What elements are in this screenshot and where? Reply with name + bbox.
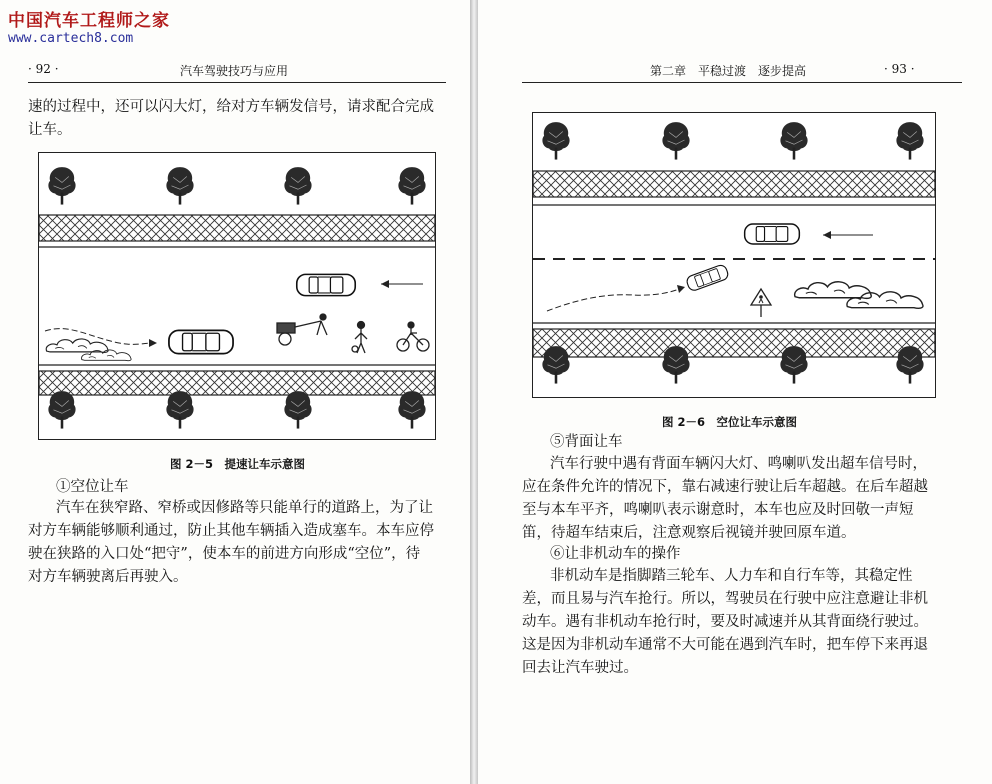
tree-icon bbox=[398, 167, 425, 204]
tree-icon bbox=[284, 391, 311, 428]
curved-path-arrow-icon bbox=[547, 285, 685, 311]
arrow-left-icon bbox=[823, 231, 873, 239]
text-line: 让车。 bbox=[28, 122, 72, 138]
hatched-median bbox=[533, 171, 935, 197]
car-icon bbox=[297, 274, 355, 295]
chapter-title: 第二章 平稳过渡 逐步提高 bbox=[650, 64, 807, 78]
bicycle-icon bbox=[397, 322, 429, 351]
arrow-left-icon bbox=[381, 280, 423, 288]
watermark-url[interactable]: www.cartech8.com bbox=[8, 31, 134, 46]
pedestrian-icon bbox=[352, 322, 367, 354]
hatched-median bbox=[533, 329, 935, 357]
page-number: · 93 · bbox=[884, 62, 915, 76]
text-line: 非机动车是指脚踏三轮车、人力车和自行车等，其稳定性 bbox=[550, 568, 913, 584]
header-rule bbox=[28, 82, 446, 83]
cloud-icon bbox=[847, 292, 923, 308]
body-paragraph bbox=[522, 565, 928, 680]
right-page bbox=[478, 0, 992, 784]
page-number: · 92 · bbox=[28, 62, 59, 76]
tree-icon bbox=[48, 391, 75, 428]
figure-2-5 bbox=[38, 152, 436, 440]
text-line: 汽车行驶中遇有背面车辆闪大灯、鸣喇叭发出超车信号时， bbox=[550, 456, 927, 472]
text-line: 对方车辆能够顺利通过，防止其他车辆插入造成塞车。本车应停 bbox=[28, 523, 434, 539]
tree-icon bbox=[542, 346, 569, 383]
text-line: 汽车在狭窄路、窄桥或因修路等只能单行的道路上，为了让 bbox=[56, 500, 433, 516]
section-heading: ①空位让车 bbox=[56, 479, 129, 495]
body-paragraph bbox=[28, 497, 434, 589]
tree-icon bbox=[284, 167, 311, 204]
tree-icon bbox=[542, 122, 569, 159]
tree-icon bbox=[398, 391, 425, 428]
text-line: 回去让汽车驶过。 bbox=[522, 660, 638, 676]
left-page bbox=[0, 0, 470, 784]
car-icon bbox=[685, 264, 729, 292]
warning-sign-icon bbox=[751, 289, 771, 317]
text-line: 驶在狭路的入口处“把守”，使本车的前进方向形成“空位”，待 bbox=[28, 546, 421, 562]
header-rule bbox=[522, 82, 962, 83]
text-line: 对方车辆驶离后再驶入。 bbox=[28, 569, 188, 585]
section-heading: ⑤背面让车 bbox=[550, 434, 623, 450]
text-line: 这是因为非机动车通常不大可能在遇到汽车时，把车停下来再退 bbox=[522, 637, 928, 653]
intro-paragraph bbox=[28, 96, 434, 142]
text-line: 差，而且易与汽车抢行。所以，驾驶员在行驶中应注意避让非机 bbox=[522, 591, 928, 607]
text-line: 至与本车平齐，鸣喇叭表示谢意时，本车也应及时回敬一声短 bbox=[522, 502, 914, 518]
cloud-icon bbox=[795, 282, 872, 299]
section-heading: ⑥让非机动车的操作 bbox=[550, 546, 681, 562]
text-line: 速的过程中，还可以闪大灯，给对方车辆发信号，请求配合完成 bbox=[28, 99, 434, 115]
tree-icon bbox=[166, 391, 193, 428]
tree-icon bbox=[662, 122, 689, 159]
car-icon bbox=[169, 330, 233, 353]
text-line: 笛，待超车结束后，注意观察后视镜并驶回原车道。 bbox=[522, 525, 856, 541]
tree-icon bbox=[780, 346, 807, 383]
hatched-median bbox=[39, 215, 435, 241]
car-icon bbox=[745, 224, 800, 244]
tree-icon bbox=[780, 122, 807, 159]
tree-icon bbox=[896, 122, 923, 159]
watermark-title: 中国汽车工程师之家 bbox=[8, 11, 170, 31]
book-gutter bbox=[470, 0, 478, 784]
curved-path-arrow-icon bbox=[45, 329, 157, 347]
tree-icon bbox=[48, 167, 75, 204]
text-line: 应在条件允许的情况下，靠右减速行驶让后车超越。在后车超越 bbox=[522, 479, 928, 495]
book-title: 汽车驾驶技巧与应用 bbox=[180, 64, 289, 78]
hatched-median bbox=[39, 371, 435, 395]
body-paragraph bbox=[522, 453, 928, 545]
rickshaw-icon bbox=[277, 314, 327, 345]
tree-icon bbox=[166, 167, 193, 204]
text-line: 动车。遇有非机动车抢行时，要及时减速并从其背面绕行驶过。 bbox=[522, 614, 928, 630]
figure-2-6 bbox=[532, 112, 936, 398]
figure-caption: 图 2－6 空位让车示意图 bbox=[662, 415, 798, 429]
tree-icon bbox=[662, 346, 689, 383]
figure-caption: 图 2－5 提速让车示意图 bbox=[170, 457, 306, 471]
tree-icon bbox=[896, 346, 923, 383]
